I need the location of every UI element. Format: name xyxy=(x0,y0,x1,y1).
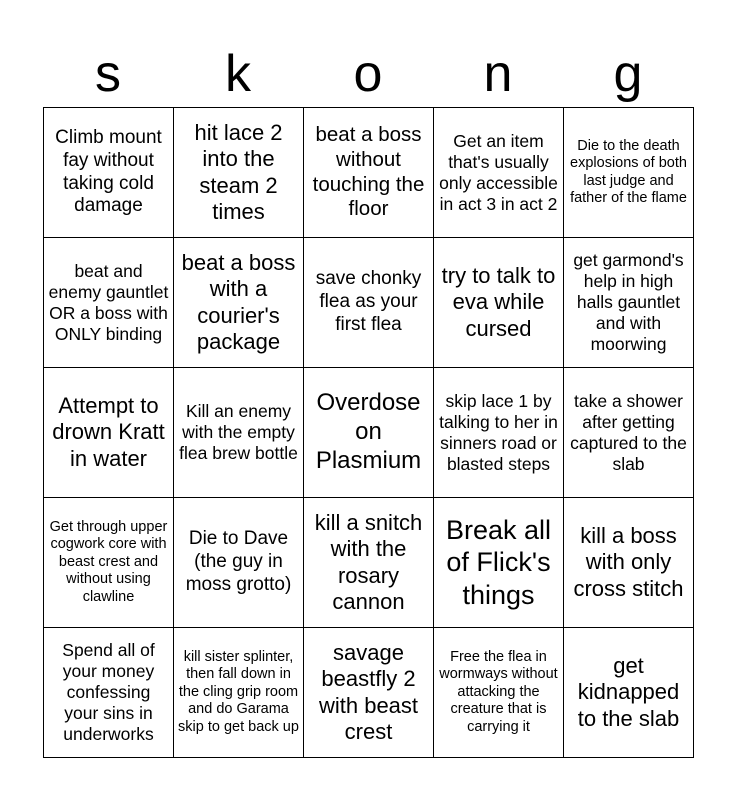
bingo-row xyxy=(44,628,694,758)
bingo-row xyxy=(44,108,694,238)
bingo-grid xyxy=(43,107,694,758)
title-letter-s: s xyxy=(95,45,121,103)
title-letter-g: g xyxy=(613,45,643,103)
bingo-cell[interactable]: Kill an enemy with the empty flea brew bottle xyxy=(174,368,304,498)
bingo-cell[interactable]: Get an item that's usually only accessible in act 3 in act 2 xyxy=(434,108,564,238)
title-letter-o: o xyxy=(353,45,383,103)
bingo-cell[interactable]: save chonky flea as your first flea xyxy=(304,238,434,368)
bingo-cell[interactable]: Attempt to drown Kratt in water xyxy=(44,368,174,498)
bingo-cell[interactable]: kill sister splinter, then fall down in the cling grip room and do Garama skip to get back up xyxy=(174,628,304,758)
bingo-title xyxy=(43,40,693,108)
bingo-row xyxy=(44,368,694,498)
bingo-cell[interactable]: Climb mount fay without taking cold damage xyxy=(44,108,174,238)
bingo-cell[interactable]: Free the flea in wormways without attacking the creature that is carrying it xyxy=(434,628,564,758)
title-letter-k: k xyxy=(225,45,251,103)
bingo-cell[interactable]: get kidnapped to the slab xyxy=(564,628,694,758)
bingo-cell[interactable]: kill a boss with only cross stitch xyxy=(564,498,694,628)
bingo-cell[interactable]: Break all of Flick's things xyxy=(434,498,564,628)
bingo-cell[interactable]: beat a boss without touching the floor xyxy=(304,108,434,238)
bingo-cell[interactable]: hit lace 2 into the steam 2 times xyxy=(174,108,304,238)
bingo-cell[interactable]: Overdose on Plasmium xyxy=(304,368,434,498)
bingo-cell[interactable]: beat and enemy gauntlet OR a boss with ONLY binding xyxy=(44,238,174,368)
bingo-cell[interactable]: Die to Dave (the guy in moss grotto) xyxy=(174,498,304,628)
bingo-cell[interactable]: kill a snitch with the rosary cannon xyxy=(304,498,434,628)
bingo-cell[interactable]: Die to the death explosions of both last judge and father of the flame xyxy=(564,108,694,238)
bingo-cell[interactable]: get garmond's help in high halls gauntlet and with moorwing xyxy=(564,238,694,368)
bingo-cell[interactable]: savage beastfly 2 with beast crest xyxy=(304,628,434,758)
bingo-cell[interactable]: Get through upper cogwork core with beast crest and without using clawline xyxy=(44,498,174,628)
title-letter-n: n xyxy=(483,45,513,103)
bingo-row xyxy=(44,498,694,628)
bingo-cell[interactable]: try to talk to eva while cursed xyxy=(434,238,564,368)
bingo-row xyxy=(44,238,694,368)
bingo-cell[interactable]: skip lace 1 by talking to her in sinners road or blasted steps xyxy=(434,368,564,498)
bingo-cell[interactable]: beat a boss with a courier's package xyxy=(174,238,304,368)
bingo-cell[interactable]: take a shower after getting captured to the slab xyxy=(564,368,694,498)
bingo-cell[interactable]: Spend all of your money confessing your sins in underworks xyxy=(44,628,174,758)
